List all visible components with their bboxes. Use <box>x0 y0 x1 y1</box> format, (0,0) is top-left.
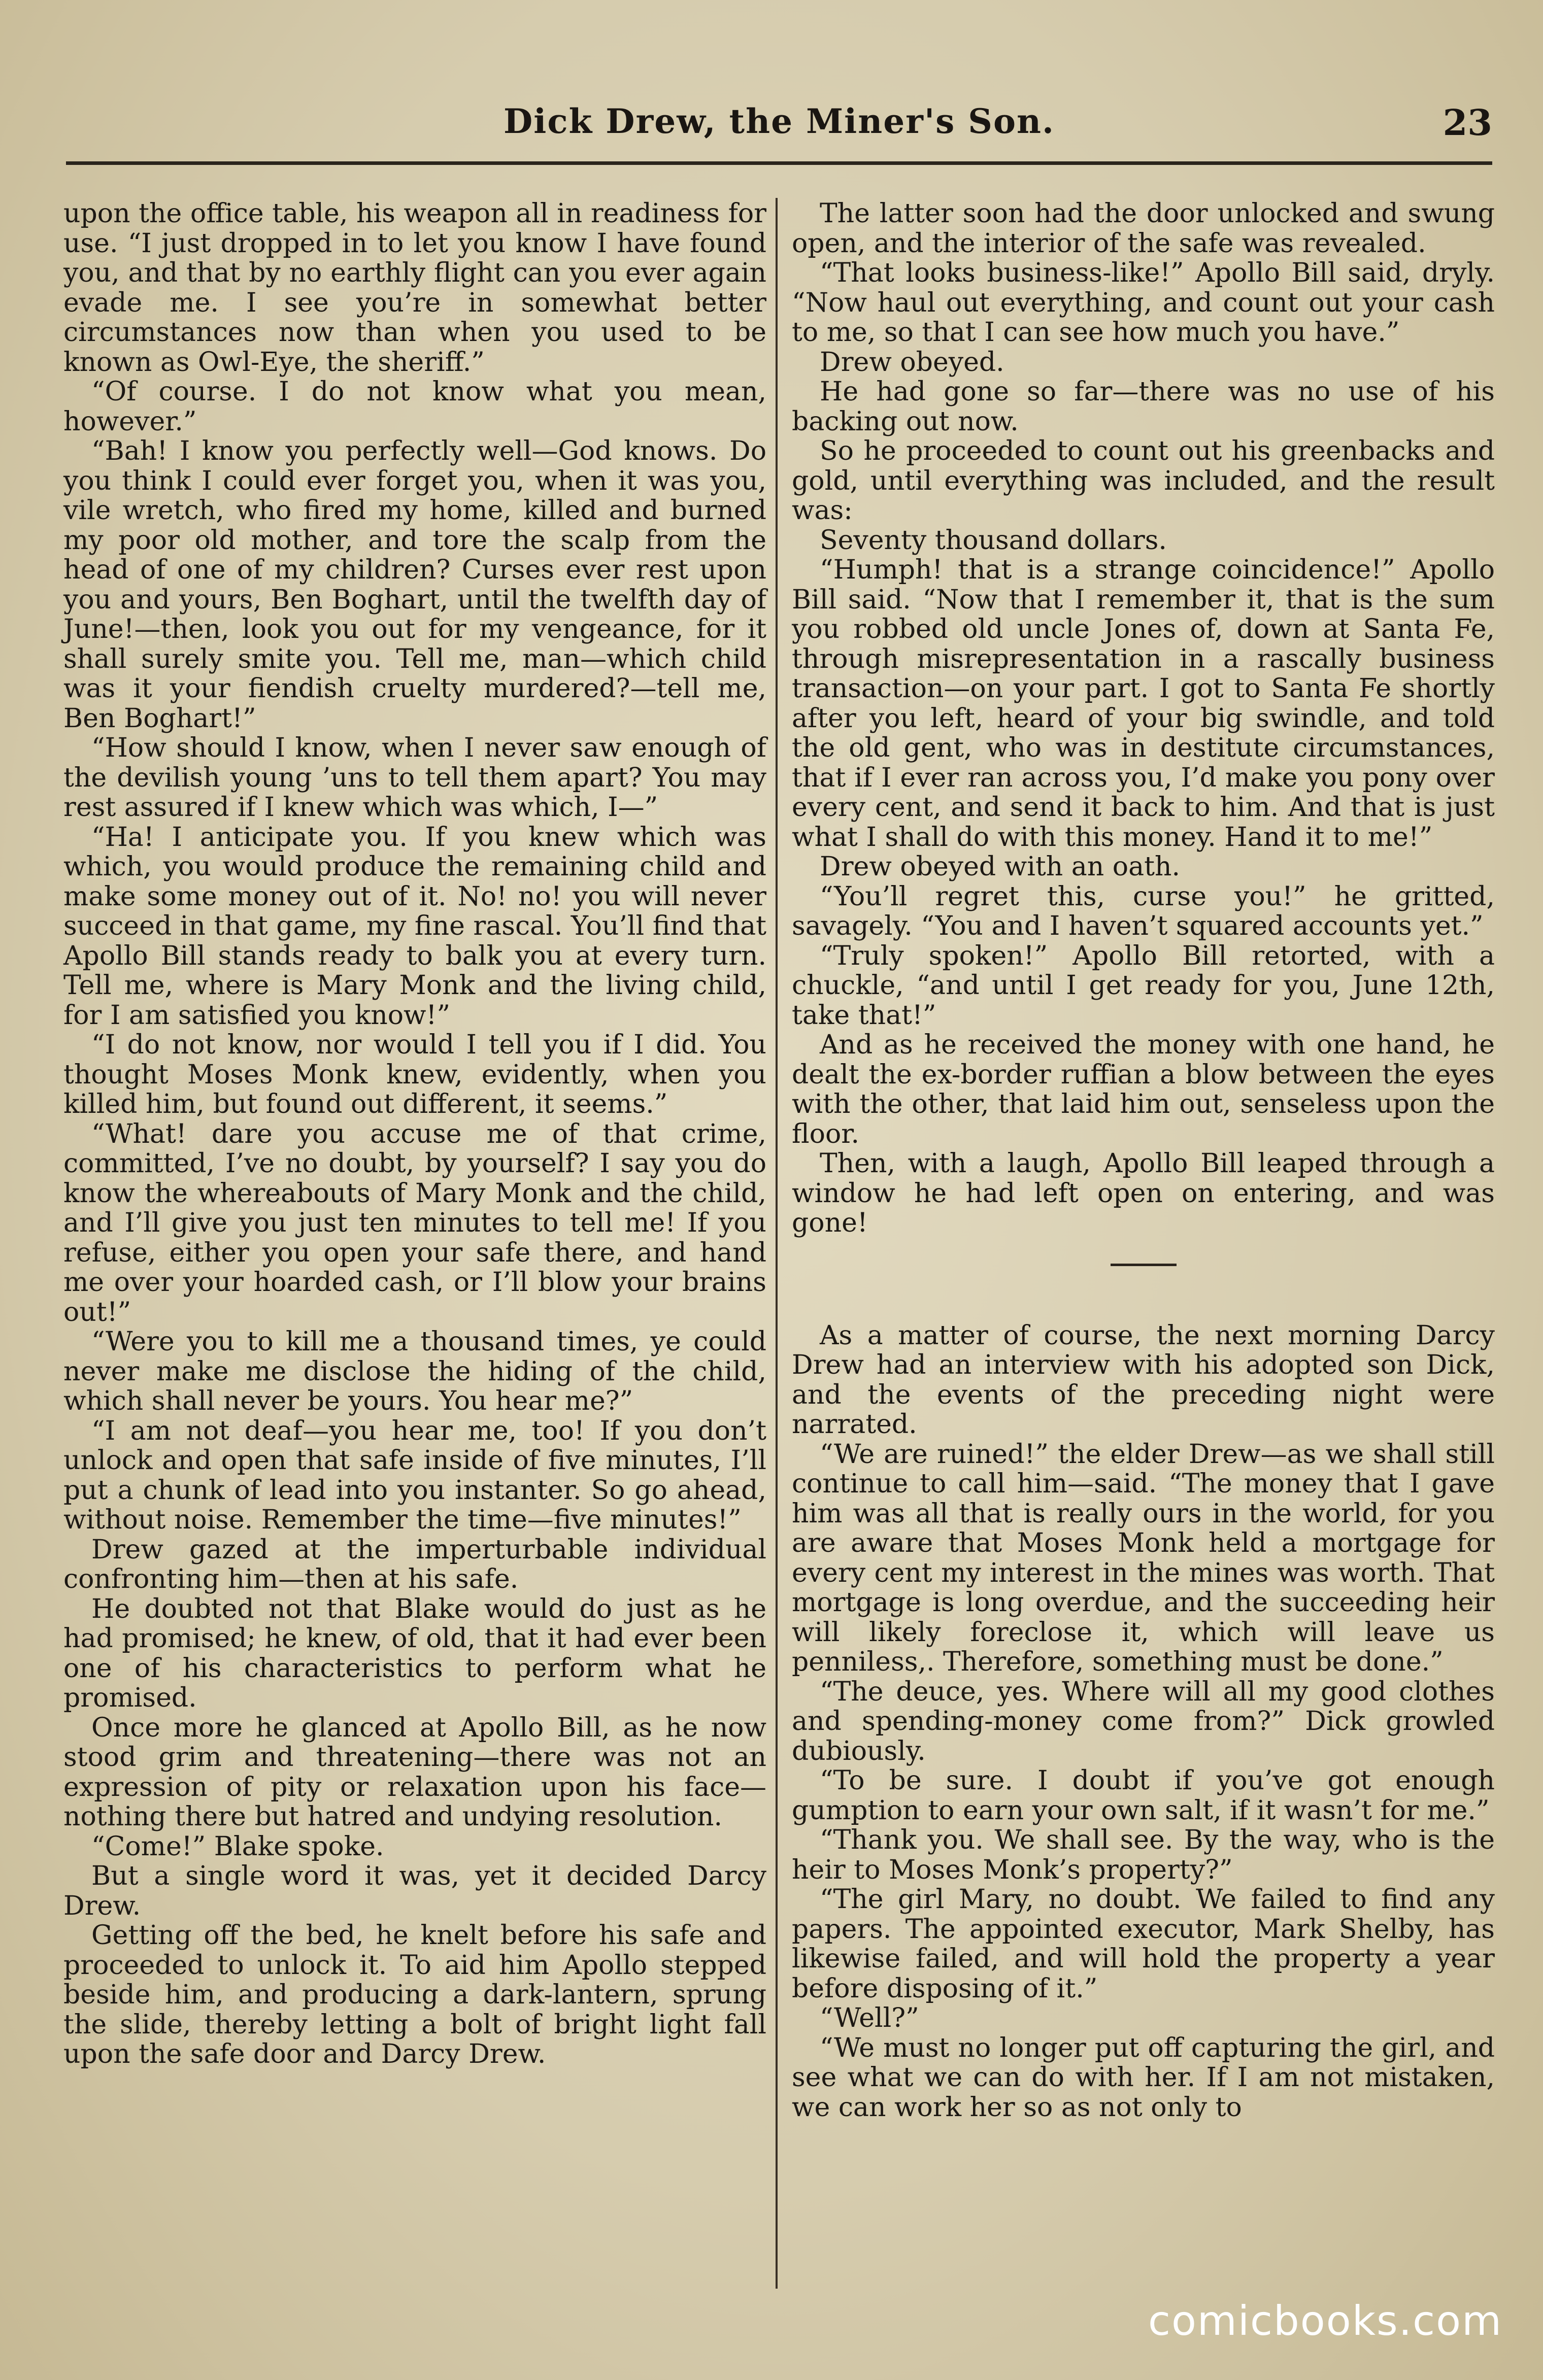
page-number: 23 <box>1443 101 1492 144</box>
paragraph: “Thank you. We shall see. By the way, who is the heir to Moses Monk’s property?” <box>792 1825 1495 1885</box>
paragraph: “What! dare you accuse me of that crime, committed, I’ve no doubt, by yourself? I say you do know the whereabouts of Mary Monk and the child, and I’ll give you just ten minutes to tell me! If you refuse, either you open your safe there, and hand me over your hoarded cash, or I’ll blow your brains out!” <box>63 1118 766 1328</box>
watermark: comicbooks.com <box>1148 2297 1502 2344</box>
paragraph: “The deuce, yes. Where will all my good clothes and spending-money come from?” Dick growled dubiously. <box>792 1676 1495 1766</box>
paragraph: The latter soon had the door unlocked and swung open, and the interior of the safe was revealed. <box>792 198 1495 259</box>
paragraph: upon the office table, his weapon all in readiness for use. “I just dropped in to let you know I have found you, and that by no earthly flight can you ever again evade me. I see you’re in somewhat better circumstances now than when you used to be known as Owl-Eye, the sheriff.” <box>63 198 766 378</box>
paragraph: “Bah! I know you perfectly well—God knows. Do you think I could ever forget you, when it was you, vile wretch, who fired my home, killed and burned my poor old mother, and tore the scalp from the head of one of my children? Curses ever rest upon you and yours, Ben Boghart, until the twelfth day of June!—then, look you out for my vengeance, for it shall surely smite you. Tell me, man—which child was it your fiendish cruelty murdered?—tell me, Ben Boghart!” <box>63 436 766 734</box>
running-title: Dick Drew, the Miner's Son. <box>504 101 1055 141</box>
paragraph: “Of course. I do not know what you mean, however.” <box>63 377 766 437</box>
paragraph: But a single word it was, yet it decided Darcy Drew. <box>63 1861 766 1921</box>
paragraph: “You’ll regret this, curse you!” he gritted, savagely. “You and I haven’t squared accounts yet.” <box>792 881 1495 941</box>
paragraph: He doubted not that Blake would do just as he had promised; he knew, of old, that it had ever been one of his characteristics to perform what he promised. <box>63 1593 766 1713</box>
paragraph: “Humph! that is a strange coincidence!” Apollo Bill said. “Now that I remember it, that is the sum you robbed old uncle Jones of, down at Santa Fe, through misrepresentation in a rascally business transaction—on your part. I got to Santa Fe shortly after you left, heard of your big swindle, and told the old gent, who was in destitute circumstances, that if I ever ran across you, I’d make you pony over every cent, and send it back to him. And that is just what I shall do with this money. Hand it to me!” <box>792 555 1495 853</box>
paragraph: “Ha! I anticipate you. If you knew which was which, you would produce the remaining child and make some money out of it. No! no! you will never succeed in that game, my fine rascal. You’ll find that Apollo Bill stands ready to balk you at every turn. Tell me, where is Mary Monk and the living child, for I am satisfied you know!” <box>63 822 766 1031</box>
paragraph: “That looks business-like!” Apollo Bill said, dryly. “Now haul out everything, and count out your cash to me, so that I can see how much you have.” <box>792 258 1495 348</box>
paragraph: “How should I know, when I never saw enough of the devilish young ’uns to tell them apart? You may rest assured if I knew which was which, I—” <box>63 733 766 823</box>
paragraph: Getting off the bed, he knelt before his safe and proceeded to unlock it. To aid him Apollo stepped beside him, and producing a dark-lantern, sprung the slide, thereby letting a bolt of bright light fall upon the safe door and Darcy Drew. <box>63 1920 766 2069</box>
paragraph: Then, with a laugh, Apollo Bill leaped through a window he had left open on entering, and was gone! <box>792 1148 1495 1238</box>
paragraph: Drew obeyed with an oath. <box>820 852 1180 882</box>
paragraph: Once more he glanced at Apollo Bill, as he now stood grim and threatening—there was not an expression of pity or relaxation upon his face—nothing there but hatred and undying resolution. <box>63 1712 766 1832</box>
paragraph: “We are ruined!” the elder Drew—as we shall still continue to call him—said. “The money that I gave him was all that is really ours in the world, for you are aware that Moses Monk held a mortgage for every cent my interest in the mines was worth. That mortgage is long overdue, and the succeeding heir will likely foreclose it, which will leave us penniless,. Therefore, something must be done.” <box>792 1439 1495 1677</box>
paragraph: “The girl Mary, no doubt. We failed to find any papers. The appointed executor, Mark Shelby, has likewise failed, and will hold the property a year before disposing of it.” <box>792 1884 1495 2004</box>
paragraph: He had gone so far—there was no use of his backing out now. <box>792 377 1495 437</box>
paragraph: “Were you to kill me a thousand times, ye could never make me disclose the hiding of the child, which shall never be yours. You hear me?” <box>63 1327 766 1416</box>
paragraph: And as he received the money with one hand, he dealt the ex-border ruffian a blow between the eyes with the other, that laid him out, senseless upon the floor. <box>792 1030 1495 1149</box>
right-column <box>792 199 1495 2122</box>
paragraph: Drew obeyed. <box>820 347 1004 378</box>
page-header <box>66 101 1492 157</box>
paragraph: Drew gazed at the imperturbable individual confronting him—then at his safe. <box>63 1534 766 1594</box>
section-break-rule <box>1111 1264 1177 1266</box>
paragraph: “Truly spoken!” Apollo Bill retorted, with a chuckle, “and until I get ready for you, June 12th, take that!” <box>792 940 1495 1031</box>
header-rule <box>66 161 1492 165</box>
paragraph: “Well?” <box>820 2003 919 2033</box>
paragraph: “I do not know, nor would I tell you if I did. You thought Moses Monk knew, evidently, when you killed him, but found out different, it seems.” <box>63 1030 766 1119</box>
paragraph: So he proceeded to count out his greenbacks and gold, until everything was included, and the result was: <box>792 436 1495 526</box>
paragraph: “I am not deaf—you hear me, too! If you don’t unlock and open that safe inside of five minutes, I’ll put a chunk of lead into you instanter. So go ahead, without noise. Remember the time—five minutes!” <box>63 1415 766 1535</box>
left-column <box>63 199 766 2069</box>
paragraph: Seventy thousand dollars. <box>820 525 1167 556</box>
paragraph: “We must no longer put off capturing the girl, and see what we can do with her. If I am not mistaken, we can work her so as not only to <box>792 2032 1495 2123</box>
paragraph: As a matter of course, the next morning Darcy Drew had an interview with his adopted son Dick, and the events of the preceding night were narrated. <box>792 1320 1495 1440</box>
paragraph: “Come!” Blake spoke. <box>91 1831 384 1862</box>
paragraph: “To be sure. I doubt if you’ve got enough gumption to earn your own salt, if it wasn’t for me.” <box>792 1765 1495 1826</box>
column-divider <box>776 198 778 2289</box>
